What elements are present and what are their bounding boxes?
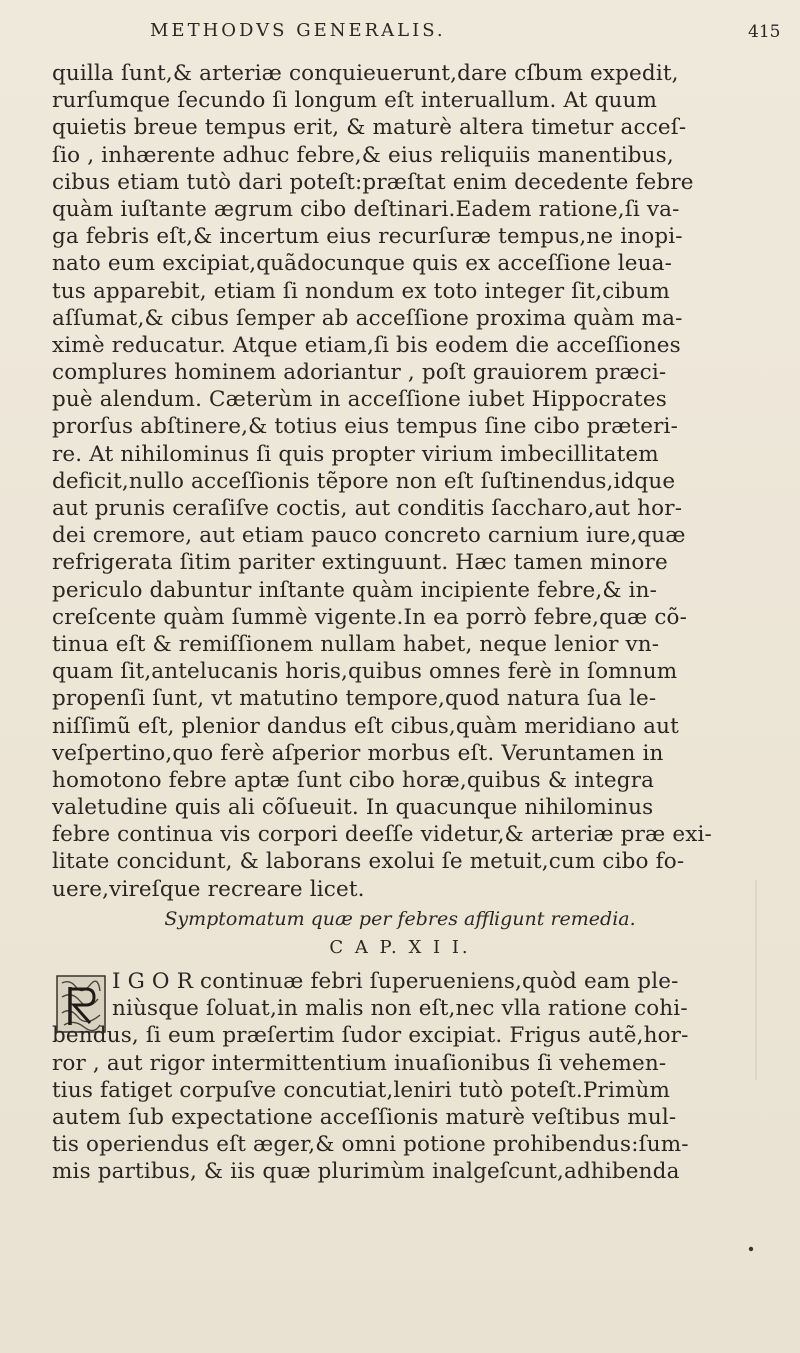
text-line: puè alendum. Cæterùm in acceſſione iubet Hippocrates xyxy=(52,387,667,413)
chapter-body xyxy=(52,968,792,1186)
text-line: autem ſub expectatione acceſſionis maturè veſtibus mul- xyxy=(52,1104,677,1130)
text-line: prorſus abſtinere,& totius eius tempus ſine cibo præteri- xyxy=(52,414,679,440)
text-line: ror , aut rigor intermittentium inuaſionibus ſi vehemen- xyxy=(52,1050,667,1076)
text-line: niſſimũ eſt, plenior dandus eſt cibus,quàm meridiano aut xyxy=(52,713,679,739)
text-line: tis operiendus eſt æger,& omni potione prohibendus:ſum- xyxy=(52,1132,689,1158)
running-head: METHODVS GENERALIS. xyxy=(150,20,446,41)
text-line: tus apparebit, etiam ſi nondum ex toto integer ſit,cibum xyxy=(52,278,670,304)
text-line: tius fatiget corpuſve concutiat,leniri tutò poteſt.Primùm xyxy=(52,1077,671,1103)
text-line: deficit,nullo acceſſionis tẽpore non eſt ſuſtinendus,idque xyxy=(52,468,676,494)
page-header xyxy=(0,14,800,50)
text-line: propenſi ſunt, vt matutino tempore,quod natura ſua le- xyxy=(52,686,657,712)
text-line: rurſumque ſecundo ſi longum eſt interuallum. At quum xyxy=(52,88,657,114)
chapter-title: Symptomatum quæ per febres affligunt remedia. xyxy=(164,908,636,930)
text-line: aſſumat,& cibus ſemper ab acceſſione proxima quàm ma- xyxy=(52,305,683,331)
text-line: ſio , inhærente adhuc febre,& eius reliquiis manentibus, xyxy=(52,142,674,168)
text-line: cibus etiam tutò dari poteſt:præſtat enim decedente febre xyxy=(52,169,694,195)
text-line: complures hominem adoriantur , poſt grauiorem præci- xyxy=(52,360,667,386)
page-edge-shadow xyxy=(755,880,757,1080)
text-line: refrigerata ſitim pariter extinguunt. Hæc tamen minore xyxy=(52,550,668,576)
text-line: quam ſit,antelucanis horis,quibus omnes ferè in ſomnum xyxy=(52,659,678,685)
text-line: quilla ſunt,& arteriæ conquieuerunt,dare cſbum expedit, xyxy=(52,61,679,86)
text-line: ximè reducatur. Atque etiam,ſi bis eodem die acceſſiones xyxy=(52,332,681,358)
text-line: ga febris eſt,& incertum eius recurſuræ tempus,ne inopi- xyxy=(52,224,683,250)
body-text xyxy=(52,60,792,903)
text-line: creſcente quàm ſummè vigente.In ea porrò febre,quæ cõ- xyxy=(52,604,688,630)
text-line: tinua eſt & remiſſionem nullam habet, neque lenior vn- xyxy=(52,631,660,657)
text-line: re. At nihilominus ſi quis propter virium imbecillitatem xyxy=(52,441,659,467)
text-line: nato eum excipiat,quãdocunque quis ex acceſſione leua- xyxy=(52,251,673,277)
text-line: veſpertino,quo ferè aſperior morbus eſt. Veruntamen in xyxy=(52,740,664,766)
text-line: valetudine quis ali cõſueuit. In quacunque nihilominus xyxy=(52,795,654,821)
text-line: aut prunis ceraſiſve coctis, aut conditis ſaccharo,aut hor- xyxy=(52,496,683,521)
printer-mark-icon xyxy=(744,1242,758,1256)
text-line: febre continua vis corpori deeſſe videtur,& arteriæ præ exi- xyxy=(52,822,712,848)
text-line: dei cremore, aut etiam pauco concreto carnium iure,quæ xyxy=(52,523,686,549)
page-number: 415 xyxy=(748,22,781,42)
text-line: litate concidunt, & laborans exolui ſe metuit,cum cibo fo- xyxy=(52,849,685,875)
text-line: mis partibus, & iis quæ plurimùm inalgeſcunt,adhibenda xyxy=(52,1159,680,1185)
text-line: bendus, ſi eum præſertim ſudor excipiat. Frigus autẽ,hor- xyxy=(52,1023,689,1049)
text-line: periculo dabuntur inſtante quàm incipiente febre,& in- xyxy=(52,577,658,603)
text-line: quàm iuſtante ægrum cibo deſtinari.Eadem ratione,ſi va- xyxy=(52,196,680,222)
text-line: uere,vireſque recreare licet. xyxy=(52,876,365,902)
chapter-number: C A P. X I I. xyxy=(329,937,471,958)
text-line: niùsque ſoluat,in malis non eſt,nec vlla ratione cohi- xyxy=(112,996,688,1022)
text-line: homotono febre aptæ ſunt cibo horæ,quibus & integra xyxy=(52,767,655,793)
text-line: quietis breue tempus erit, & maturè altera timetur acceſ- xyxy=(52,115,687,141)
text-line: I G O R continuæ febri ſuperueniens,quòd eam ple- xyxy=(112,969,679,994)
